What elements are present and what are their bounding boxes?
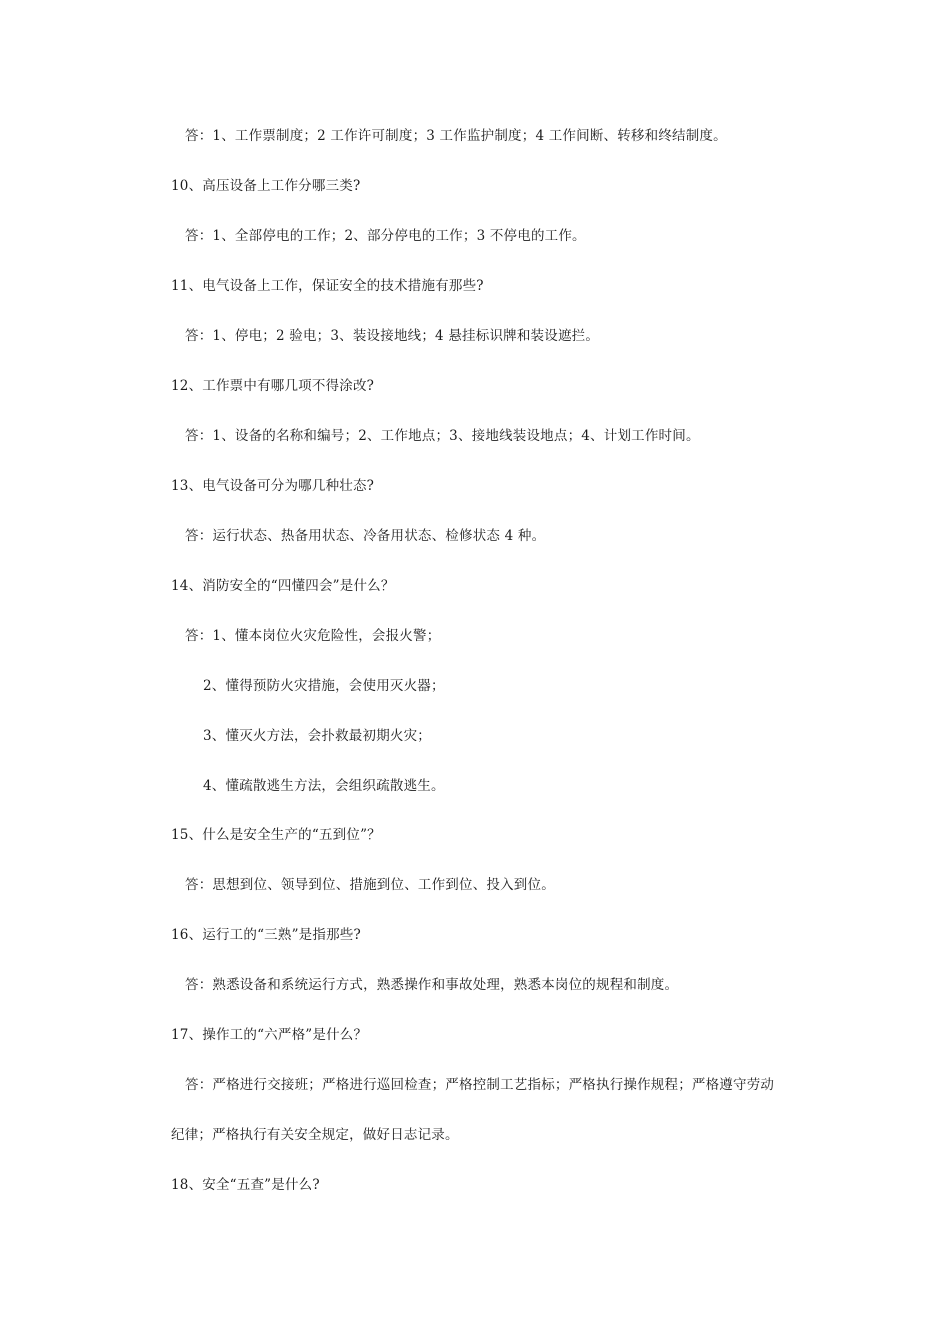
answer-10: 答：1、全部停电的工作；2、部分停电的工作；3 不停电的工作。	[185, 228, 586, 244]
answer-13: 答：运行状态、热备用状态、冷备用状态、检修状态 4 种。	[185, 528, 546, 544]
question-16: 16、运行工的“三熟”是指那些?	[171, 927, 361, 943]
question-14: 14、消防安全的“四懂四会”是什么？	[171, 578, 395, 594]
answer-line: 答：1、工作票制度；2 工作许可制度；3 工作监护制度；4 工作间断、转移和终结制度。	[185, 128, 727, 144]
question-17: 17、操作工的“六严格”是什么？	[171, 1027, 368, 1043]
answer-15: 答：思想到位、领导到位、措施到位、工作到位、投入到位。	[185, 877, 555, 893]
answer-17-continued: 纪律；严格执行有关安全规定，做好日志记录。	[171, 1127, 459, 1143]
answer-17: 答：严格进行交接班；严格进行巡回检查；严格控制工艺指标；严格执行操作规程；严格遵守劳动	[185, 1077, 775, 1093]
question-11: 11、电气设备上工作，保证安全的技术措施有那些?	[171, 278, 484, 294]
question-18: 18、安全“五查”是什么?	[171, 1177, 320, 1193]
answer-11: 答：1、停电；2 验电；3、装设接地线；4 悬挂标识牌和装设遮拦。	[185, 328, 600, 344]
answer-16: 答：熟悉设备和系统运行方式，熟悉操作和事故处理，熟悉本岗位的规程和制度。	[185, 977, 679, 993]
question-12: 12、工作票中有哪几项不得涂改?	[171, 378, 375, 394]
answer-14-item-1: 答：1、懂本岗位火灾危险性，会报火警；	[185, 628, 441, 644]
question-15: 15、什么是安全生产的“五到位”？	[171, 827, 381, 843]
answer-14-item-3: 3、懂灭火方法，会扑救最初期火灾；	[203, 728, 431, 744]
answer-14-item-4: 4、懂疏散逃生方法，会组织疏散逃生。	[203, 778, 445, 794]
question-10: 10、高压设备上工作分哪三类?	[171, 178, 361, 194]
answer-14-item-2: 2、懂得预防火灾措施，会使用灭火器；	[203, 678, 445, 694]
answer-12: 答：1、设备的名称和编号；2、工作地点；3、接地线装设地点；4、计划工作时间。	[185, 428, 700, 444]
question-13: 13、电气设备可分为哪几种壮态?	[171, 478, 375, 494]
